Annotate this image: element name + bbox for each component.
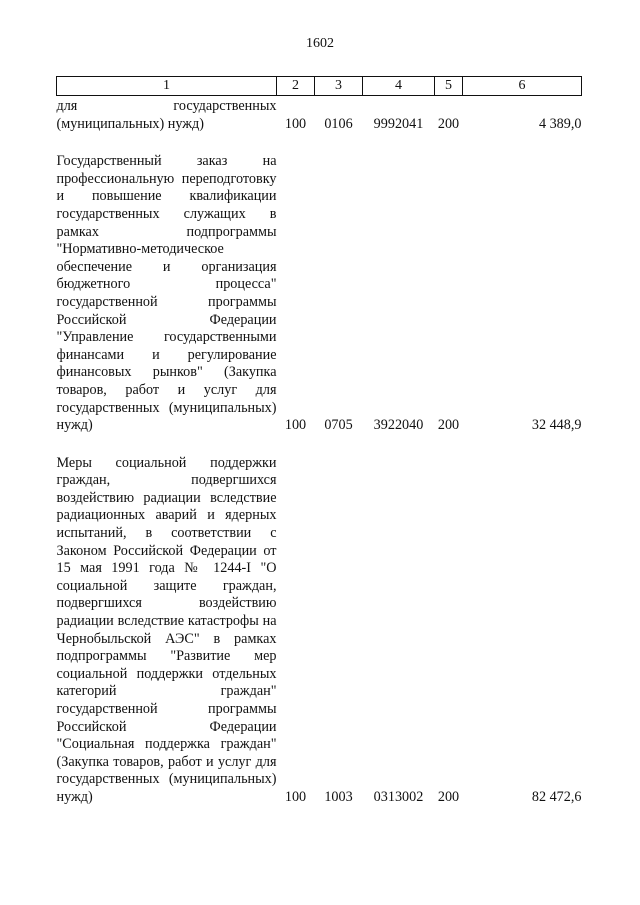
table-row [57,133,582,435]
table-row [57,96,582,134]
row-col4: 9992041 [373,115,424,132]
row-amount: 82 472,6 [531,788,582,805]
budget-table [56,76,582,807]
column-header-2: 2 [277,77,315,96]
row-col2: 100 [284,788,307,805]
row-description: Государственный заказ на профессиональную переподготовку и повышение квалификации государственных служащих в рамках подпрограммы "Нормативно-методическое обеспечение и организация бюджетного процесса" государственной программы Российской Федерации "Управление государственными финансами и регулирование финансовых рынков" (Закупка товаров, работ и услуг для государственных (муниципальных) нужд) [56,153,277,434]
row-col5: 200 [437,417,460,434]
row-col3: 0705 [324,417,353,434]
row-col5: 200 [437,788,460,805]
column-header-6: 6 [463,77,582,96]
table-header-row [57,77,582,96]
page-number: 1602 [306,36,334,51]
row-col2: 100 [284,417,307,434]
column-header-3: 3 [315,77,363,96]
column-header-1: 1 [57,77,277,96]
column-header-5: 5 [435,77,463,96]
row-description: для государственных (муниципальных) нужд) [56,98,277,132]
row-description: Меры социальной поддержки граждан, подвергшихся воздействию радиации вследствие радиационных аварий и ядерных испытаний, в соответствии с Законом Российской Федерации от 15 мая 1991 года № 1244-I "О социальной защите граждан, подвергшихся воздействию радиации вследствие катастрофы на Чернобыльской АЭС" в рамках подпрограммы "Развитие мер социальной поддержки отдельных категорий граждан" государственной программы Российской Федерации "Социальная поддержка граждан" (Закупка товаров, работ и услуг для государственных (муниципальных) нужд) [56,454,277,805]
table-row [57,435,582,807]
row-amount: 4 389,0 [538,115,582,132]
row-col3: 0106 [324,115,353,132]
row-col3: 1003 [324,788,353,805]
row-amount: 32 448,9 [531,417,582,434]
row-col4: 0313002 [373,788,424,805]
row-col2: 100 [284,115,307,132]
column-header-4: 4 [363,77,435,96]
row-col5: 200 [437,115,460,132]
row-col4: 3922040 [373,417,424,434]
